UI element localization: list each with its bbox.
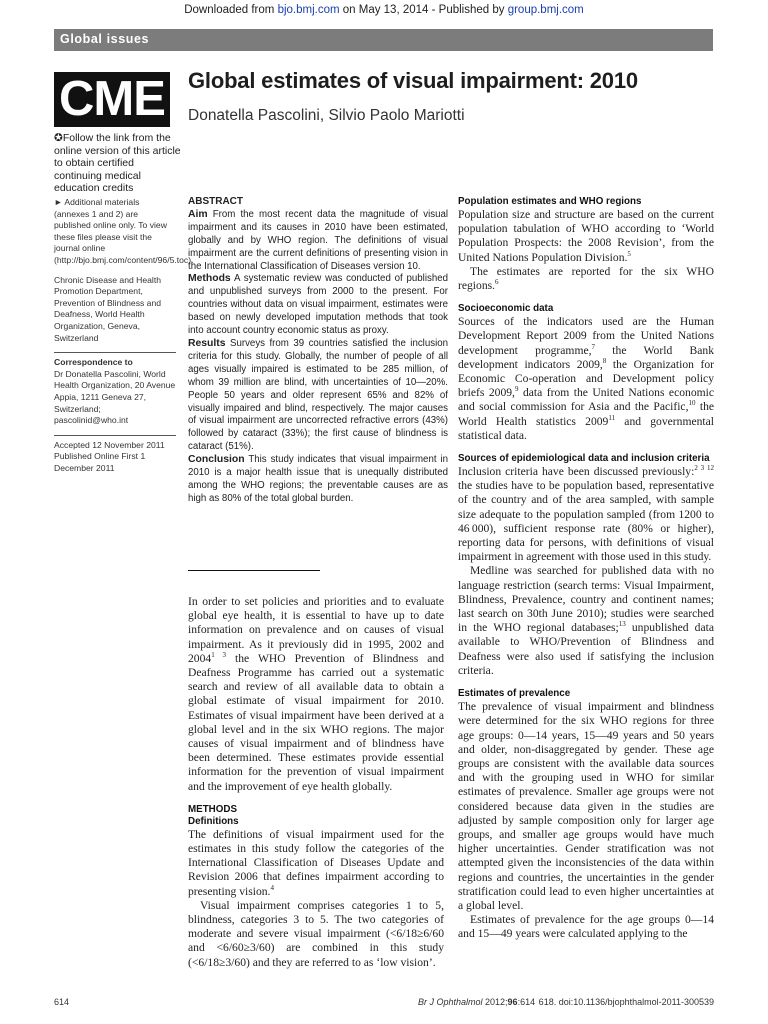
section-label: Global issues <box>60 32 150 46</box>
conclusion-label: Conclusion <box>188 454 245 466</box>
group-bmj-link[interactable]: group.bmj.com <box>507 4 584 16</box>
definitions-heading: Definitions <box>188 815 239 827</box>
cme-note[interactable] <box>54 132 182 195</box>
results-text: Surveys from 39 countries satisfied the inclusion criteria for this study. Globally, the number of people of all ages visually impaired is estimated to be 285 million, of whom 39 million are blind, with uncertainties of 10—20%. People 50 years and older represent 65% and 82% of visually impaired and blind, respectively. The major causes of visual impairment are uncorrected refractive errors (43%) followed by cataract (33%); the first cause of blindness is cataract (51%). <box>188 337 448 453</box>
definitions-paragraph: The definitions of visual impairment used for the estimates in this study follow the categories of the International Classification of Diseases Update and Revision 2006 that defines impairment according to presenting vision.$^4$ <box>188 827 444 898</box>
citation-ref[interactable]: 10 <box>688 399 696 408</box>
body-column-right <box>458 196 714 942</box>
population-paragraph: Population size and structure are based on the current population tabulation of WHO according to ‘World Population Prospects: the 2008 Revision’, from the United Nations Population Division.$^5$ <box>458 208 714 264</box>
methods-heading: METHODS <box>188 803 237 815</box>
journal-name: Br J Ophthalmol <box>417 997 483 1007</box>
sidebar <box>54 197 194 482</box>
conclusion-text: This study indicates that visual impairment in 2010 is a major health issue that is unequally distributed among the WHO regions; the preventable causes are as high as 80% of the total global burden. <box>188 454 448 504</box>
article-title: Global estimates of visual impairment: 2010 <box>188 68 638 93</box>
correspondence-address: Dr Donatella Pascolini, World Health Organization, 20 Avenue Appia, 1211 Geneva 27, Switzerland; pascolinid@who.int <box>54 368 176 426</box>
cme-note-text: Follow the link from the online version of this article to obtain certified continuing medical education credits <box>54 132 181 195</box>
citation-ref[interactable]: 9 <box>514 385 519 394</box>
sidebar-divider-2 <box>54 435 176 436</box>
body-column-left <box>188 595 444 970</box>
intro-paragraph: In order to set policies and priorities and to evaluate global eye health, it is essential to have up to date information on prevalence and on causes of visual impairment. As it previously did in 1995, 2002 and $2004^{1 3}$ the WHO Prevention of Blindness and Deafness Programme has carried out a systematic search and review of all available data to obtain a global estimate of visual impairment for 2010. Estimates of visual impairment have been derived at a global level and in the six WHO regions. The major causes of visual impairment and of blindness have been determined. These estimates provide essential information for the prevention of visual impairment and the improvement of eye health globally. <box>188 595 444 793</box>
sources-heading: Sources of epidemiological data and inclusion criteria <box>458 453 710 465</box>
download-middle: on May 13, 2014 - Published by <box>339 4 508 16</box>
article-dates: Accepted 12 November 2011 Published Online First 1 December 2011 <box>54 439 165 473</box>
sources-paragraph-2: Medline was searched for published data with no language restriction (search terms: Visual Impairment, Blindness, Prevalence, country and continent names; last search on 30th June 2010); studies were searched in the WHO regional databases;$^{13}$ unpublished data available to WHO/Prevention of Blindness and Deafness were also used if satisfying the inclusion criteria. <box>458 564 714 677</box>
journal-citation: Br J Ophthalmol 2012;96:614 618. doi:10.1136/bjophthalmol-2011-300539 <box>417 997 714 1007</box>
bjo-link[interactable]: bjo.bmj.com <box>277 4 340 16</box>
results-label: Results <box>188 337 226 349</box>
cme-bullet-icon: ✪ <box>54 132 63 144</box>
page-number: 614 <box>54 997 70 1007</box>
aim-label: Aim <box>188 208 208 220</box>
citation-ref[interactable]: 4 <box>270 883 274 892</box>
citation-ref[interactable]: 2 3 12 <box>694 464 714 473</box>
cme-logo: CME <box>54 72 170 127</box>
population-heading: Population estimates and WHO regions <box>458 196 642 207</box>
abstract <box>188 196 448 506</box>
correspondence-label: Correspondence to <box>54 357 133 368</box>
additional-materials-note: ► Additional materials (annexes 1 and 2) are published online only. To view these files please visit the journal online (http://bjo.bmj.com/content/96/5.toc). <box>54 197 194 265</box>
journal-volume: 96 <box>507 997 518 1007</box>
socioeconomic-paragraph: Sources of the indicators used are the Human Development Report 2009 from the United Nations development programme,$^7$ the World Bank development indicators 2009,$^8$ the Organization for Economic Co-operation and Development policy briefs 2009,$^9$ data from the United Nations economic and social commission for Asia and the Pacific,$^{10}$ the World Health statistics 2009$^{11}$ and governmental statistical data. <box>458 315 715 442</box>
prevalence-paragraph: The prevalence of visual impairment and blindness were determined for the six WHO regions for three age groups: 0—14 years, 15—49 years and 50 years and older, non-disaggregated by gender. These age groups are consistent with the available data sources and with the grouping used in WHO for similar estimates of prevalence. Smaller age groups were not considered because data given in the studies are adjusted by sample composition only for larger age groups, and smaller age groups would have much higher uncertainties. Gender stratification was not attempted given the inconsistencies of the data within regions and countries, the uncertainties in the gender stratification could lead to even higher uncertainties at a global level. <box>458 700 714 912</box>
definitions-paragraph-2: Visual impairment comprises categories 1 to 5, blindness, categories 3 to 5. The two categories of moderate and severe visual impairment (<6/18≥6/60 and <6/60≥3/60) are combined in this study (<6/18≥3/60) and they are referred to as ‘low vision’. <box>188 898 444 969</box>
article-authors: Donatella Pascolini, Silvio Paolo Mariotti <box>188 107 465 124</box>
citation-ref[interactable]: 7 <box>591 342 596 351</box>
aim-text: From the most recent data the magnitude of visual impairment and its causes in 2010 have been estimated, globally and by WHO region. The definitions of visual impairment are the current definitions of presenting vision in the International Classification of Diseases version 10. <box>188 208 448 272</box>
citation-ref[interactable]: 5 <box>627 249 631 258</box>
download-prefix: Downloaded from <box>184 4 278 16</box>
affiliation: Chronic Disease and Health Promotion Department, Prevention of Blindness and Deafness, World Health Organization, Geneva, Switzerland <box>54 274 162 343</box>
section-bar <box>54 29 713 51</box>
abstract-aim <box>188 209 448 274</box>
prevalence-heading: Estimates of prevalence <box>458 688 571 700</box>
abstract-heading: ABSTRACT <box>188 196 243 207</box>
citation-ref[interactable]: 1 3 <box>211 650 227 659</box>
citation-ref[interactable]: 11 <box>608 413 616 422</box>
methods-text: A systematic review was conducted of published and unpublished surveys from 2000 to the present. For countries without data on visual impairment, estimates were based on newly developed imputation methods that took into account country economic status as proxy. <box>188 273 448 337</box>
abstract-results <box>188 338 448 454</box>
citation-ref[interactable]: 13 <box>618 620 626 629</box>
sidebar-divider <box>54 352 176 353</box>
sources-paragraph: Inclusion criteria have been discussed previously:$^{2 3 12}$ the studies have to be population based, representative of the country and of the area sampled, with sample size adequate to the population sampled (from 1200 to 46 000), sufficient response rate (80% or higher), reporting data for persons, with definitions of visual impairment in agreement with those used in this study. <box>458 464 714 564</box>
abstract-conclusion <box>188 454 448 506</box>
prevalence-paragraph-2: Estimates of prevalence for the age groups 0—14 and 15—49 years were calculated applying to the <box>458 913 714 941</box>
abstract-methods <box>188 273 448 338</box>
population-paragraph-2: The estimates are reported for the six WHO regions.$^6$ <box>458 264 714 293</box>
download-notice <box>0 4 768 16</box>
abstract-rule <box>188 570 320 571</box>
citation-ref[interactable]: 6 <box>495 278 499 287</box>
socioeconomic-heading: Socioeconomic data <box>458 303 554 315</box>
methods-label: Methods <box>188 273 231 285</box>
citation-ref[interactable]: 8 <box>602 356 607 365</box>
